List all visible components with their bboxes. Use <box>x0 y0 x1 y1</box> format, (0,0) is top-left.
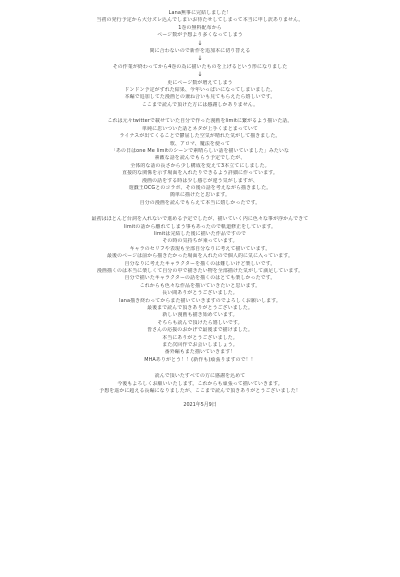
text-line: その時の気持ちが乗っています。 <box>162 238 238 245</box>
text-line: Lana無事に完結しました！ <box>168 10 232 16</box>
text-line: キャラのセリフや表現も全部自分なりに考えて描いています。 <box>129 245 271 252</box>
text-line: 間に合わないので新作を追加本に切り替える <box>149 48 251 55</box>
text-line: ライナスが出てくることで鬱屈した空気が晴れた気がして描きました。 <box>119 133 281 140</box>
spacer <box>26 364 374 373</box>
text-line: 本当にありがとうございました。 <box>162 334 238 341</box>
text-line: MHAありがとう！！(新作も)頑張りますので！！ <box>144 356 256 363</box>
down-arrow-icon: ↓ <box>197 39 203 47</box>
text-line: 素敵な話を読んでもらう予定でしたが、 <box>154 155 246 162</box>
text-line: 皆さんの応援のおかげで最後まで描けました。 <box>147 327 253 334</box>
text-line: 漫画描くのは本当に楽しくて自分の中で描きたい物を全部描けた気がして満足しています。 <box>96 268 304 274</box>
text-line: 最初はほとんど台詞を入れないで進める予定でしたが、描いていく内に色々な事が浮かんできて <box>91 216 309 223</box>
afterword-section-2 <box>26 118 374 207</box>
text-line: 読んで頂いたすべての方に感謝を込めて <box>154 373 246 380</box>
down-arrow-icon: ↓ <box>197 55 203 63</box>
text-line: 長い間ありがとうございました。 <box>162 290 238 297</box>
afterword-section-3 <box>26 216 374 364</box>
text-line: 本編で追加してた漫画との兼ね合いも見てもらえたら嬉しいです。 <box>124 94 276 101</box>
text-line: 新しい漫画も描き始めています。 <box>162 312 238 319</box>
down-arrow-icon: ↓ <box>197 71 203 79</box>
text-line: 直接的な関係を示す場面を入れたりできるよう詳細に作っています。 <box>122 170 278 177</box>
text-line: その作業が終わってから4巻の為に描いたものを上げるという形になりました <box>112 63 288 70</box>
afterword-section-4 <box>26 373 374 395</box>
text-line: 自分の漫画を読んでもらえて本当に嬉しかったです。 <box>139 199 261 206</box>
text-line: lana描き終わってからまた描いていきますのでよろしくお願いします。 <box>119 297 281 304</box>
text-line: 1巻の無料配布から <box>178 24 222 31</box>
text-line: そちらも読んで頂けたら嬉しいです。 <box>157 319 243 326</box>
text-line: 自分なりに考えたキャラクターを描くのは難しいけど楽しいです。 <box>124 260 276 267</box>
text-line: 今後もよろしくお願いいたします。これからも頑張って描いていきます。 <box>117 380 283 387</box>
text-line: 当初の発行予定から大分ズレ込んでしまいお待たせしてしまって本当に申し訳ありません。 <box>96 17 304 24</box>
text-line: また次回作でお会いしましょう。 <box>162 342 238 349</box>
spacer <box>26 109 374 118</box>
spacer <box>26 207 374 216</box>
text-line: 「あの日はone Me limitのシーンで素晴らしい話を描いていました」みたいな <box>110 147 290 154</box>
text-line: limitは完結した後に描いた作品ですので <box>153 230 247 237</box>
text-line: 簡単に描けたと思います。 <box>169 192 231 199</box>
date-stamp: 2021年5月9日 <box>183 401 217 408</box>
text-line: 自分で描いたキャラクターの話を描くのはとても楽しかったです。 <box>124 275 276 282</box>
text-line: ページ数が予想より多くなってしまう <box>157 32 243 39</box>
text-line: ここまで読んで頂けた方には感謝しかありません。 <box>141 101 259 108</box>
afterword-section-1 <box>26 10 374 109</box>
text-line: 単純に思いついた話とネタが上手くまとまっていて <box>142 125 258 132</box>
text-line: 最後のページは前から描きたかった場面を入れたので個人的に気に入っています。 <box>106 253 293 260</box>
text-line: 更にページ数が増えてしまう <box>167 79 233 86</box>
text-line: 遊戯王OCGとのコラボ、その後の話を考えながら描きました。 <box>128 184 272 191</box>
text-line: 番外編もまた描いていきます！ <box>164 349 236 356</box>
text-line: 歌、アロマ、魔法を使って <box>169 140 231 147</box>
text-line: これは元々twitterで載せていた自分で作った漫画をlimitに繋がるよう描いた話。 <box>107 118 293 125</box>
text-line: 最後まで読んで頂きありがとうございました。 <box>147 305 253 312</box>
text-line: 全体的な話の長さから少し構成を変えて3本立てにしました。 <box>130 162 270 169</box>
text-line: 漫画の話をする時は少し感じが違う気がしますが、 <box>142 177 258 184</box>
text-line: 予想を遥かに超える長編になりましたが、ここまで読んで頂きありがとうございました！ <box>99 388 301 395</box>
text-line: limitの話から離れてしまう事もあったので軌道修正をしています。 <box>123 223 277 230</box>
text-line: これからも色々な作品を描いていきたいと思います。 <box>139 282 261 289</box>
text-line: ドンドン予定がずれた結果、今年いっぱいになってしまいました。 <box>124 87 276 94</box>
